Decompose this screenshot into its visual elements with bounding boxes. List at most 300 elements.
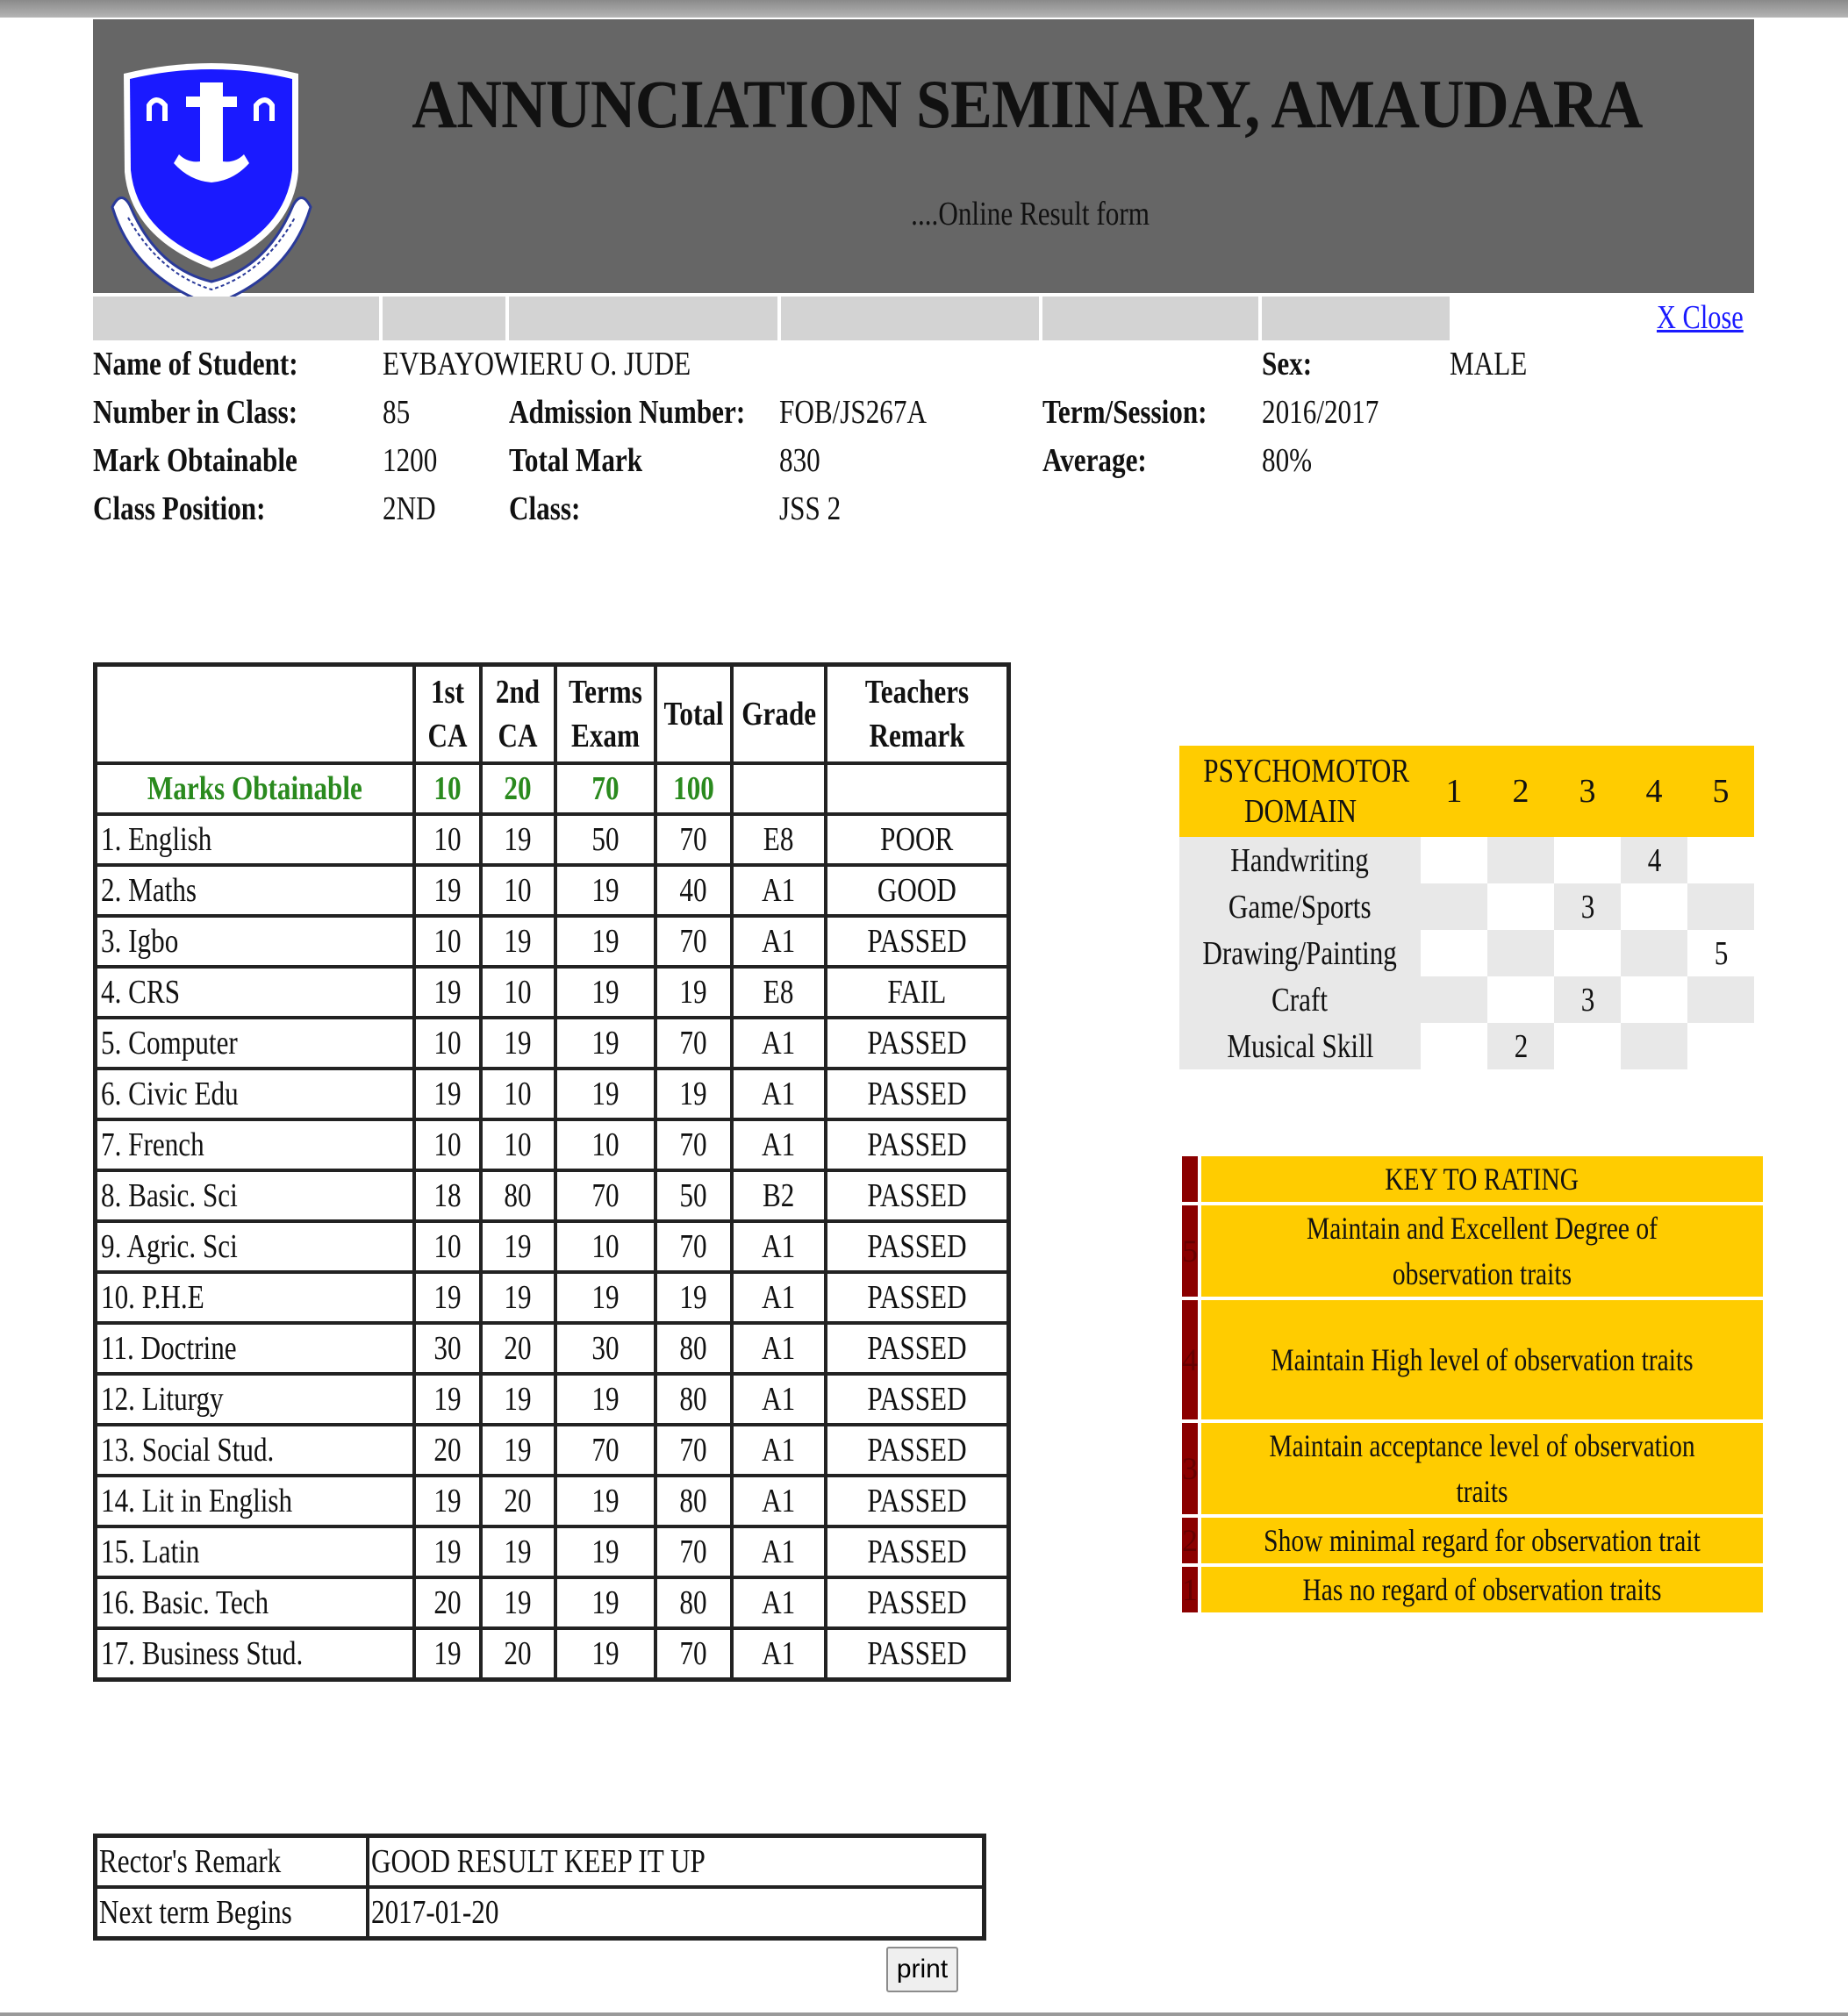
cell-subject: [96, 865, 414, 916]
cell-grade: [732, 1170, 826, 1221]
table-row: [96, 1069, 1008, 1119]
cell-subject: [96, 1119, 414, 1170]
key-description-text: Show minimal regard for observation trait: [1264, 1523, 1701, 1558]
cell-exam: [555, 1069, 655, 1119]
cell-ca1: [414, 1272, 481, 1323]
cell-exam: [555, 1374, 655, 1425]
student-name: EVBAYOWIERU O. JUDE: [383, 346, 691, 382]
subject-text: 12. Liturgy: [101, 1381, 224, 1418]
remark-text: PASSED: [867, 923, 967, 960]
psychomotor-row: [1179, 1023, 1754, 1069]
grade-text: A1: [762, 1432, 796, 1469]
rector-remark-label-text: Rector's Remark: [99, 1843, 282, 1880]
psychomotor-rating-cell: [1621, 976, 1687, 1023]
psychomotor-rating-mark: 3: [1580, 888, 1594, 926]
remark-text: PASSED: [867, 1432, 967, 1469]
psychomotor-trait-text: Handwriting: [1230, 841, 1370, 879]
key-description: [1201, 1205, 1763, 1297]
cell-remark: [826, 1221, 1008, 1272]
total-text: 40: [679, 872, 707, 909]
ca2-text: 80: [504, 1177, 532, 1214]
cell-ca2: [481, 967, 555, 1018]
page-subtitle: ....Online Result form: [911, 196, 1150, 232]
cell-remark: [826, 814, 1008, 865]
ca1-text: 20: [433, 1584, 462, 1621]
psychomotor-rating-cell: [1554, 837, 1621, 883]
total-text: 19: [679, 1279, 707, 1316]
ca2-text: 19: [504, 923, 532, 960]
cell-subject: [96, 1221, 414, 1272]
total-text: 70: [679, 1533, 707, 1570]
cell-total: [655, 1119, 732, 1170]
cell-exam: [555, 1018, 655, 1069]
cell-ca1: [414, 1018, 481, 1069]
psychomotor-rating-cell: [1421, 930, 1487, 976]
cell-exam: [555, 967, 655, 1018]
cell-total: [655, 1526, 732, 1577]
key-description-text: Has no regard of observation traits: [1302, 1572, 1662, 1607]
table-row: [96, 814, 1008, 865]
header-2nd-ca-text: 2nd CA: [496, 674, 541, 754]
key-row: [1182, 1205, 1763, 1297]
total-text: 70: [679, 821, 707, 858]
cell-exam: [555, 1170, 655, 1221]
remark-text: PASSED: [867, 1076, 967, 1112]
table-row: [96, 1476, 1008, 1526]
remark-text: FAIL: [887, 974, 947, 1011]
cell-remark: [826, 967, 1008, 1018]
ca1-text: 19: [433, 1076, 462, 1112]
ca1-text: 10: [433, 821, 462, 858]
cell-total: [655, 1476, 732, 1526]
cell-exam: [555, 1323, 655, 1374]
ca1-text: 20: [433, 1432, 462, 1469]
ca2-text: 19: [504, 1432, 532, 1469]
print-button[interactable]: print: [886, 1947, 958, 1992]
ca2-text: 20: [504, 1635, 532, 1672]
marks-obtainable-ca2: [481, 763, 555, 814]
table-row: [96, 1577, 1008, 1628]
cell-ca1: [414, 1119, 481, 1170]
ca2-text: 10: [504, 1076, 532, 1112]
cell-total: [655, 1272, 732, 1323]
psychomotor-trait: [1179, 930, 1421, 976]
key-description: [1201, 1423, 1763, 1514]
cell-ca2: [481, 1069, 555, 1119]
grade-text: A1: [762, 1025, 796, 1062]
number-in-class-label: Number in Class:: [93, 394, 298, 431]
total-text: 70: [679, 1228, 707, 1265]
cell-exam: [555, 916, 655, 967]
cell-remark: [826, 1374, 1008, 1425]
header-bar-segment: [1042, 297, 1258, 340]
rector-remark-value-text: GOOD RESULT KEEP IT UP: [371, 1843, 706, 1880]
key-header-swatch: [1182, 1156, 1201, 1202]
cell-grade: [732, 967, 826, 1018]
table-row: [96, 1374, 1008, 1425]
key-description: [1201, 1300, 1763, 1419]
subject-text: 7. French: [101, 1126, 204, 1163]
ca1-text: 10: [433, 1025, 462, 1062]
psychomotor-rating-mark: 4: [1647, 841, 1661, 879]
exam-text: 30: [591, 1330, 620, 1367]
exam-text: 19: [591, 1533, 620, 1570]
remarks-table: [93, 1834, 986, 1941]
subject-text: 2. Maths: [101, 872, 197, 909]
key-to-rating-header-row: [1182, 1156, 1763, 1202]
psychomotor-rating-cell: [1687, 976, 1754, 1023]
subject-text: 9. Agric. Sci: [101, 1228, 238, 1265]
cell-remark: [826, 1069, 1008, 1119]
exam-text: 19: [591, 1381, 620, 1418]
marks-obtainable-grade: [732, 763, 826, 814]
cell-ca1: [414, 967, 481, 1018]
grade-text: A1: [762, 1533, 796, 1570]
subject-text: 6. Civic Edu: [101, 1076, 239, 1112]
psychomotor-col-1: 1: [1421, 746, 1487, 837]
psychomotor-rating-cell: [1421, 1023, 1487, 1069]
psychomotor-row: [1179, 976, 1754, 1023]
class-value: JSS 2: [779, 490, 842, 527]
window-bottom-strip: [0, 2012, 1848, 2016]
cell-grade: [732, 1221, 826, 1272]
subject-text: 1. English: [101, 821, 212, 858]
student-name-label: Name of Student:: [93, 346, 298, 382]
cell-ca1: [414, 1628, 481, 1679]
marks-obtainable-label: [96, 763, 414, 814]
table-row: [96, 967, 1008, 1018]
ca1-text: 19: [433, 1381, 462, 1418]
header-total-text: Total: [663, 696, 724, 733]
table-row: [96, 1119, 1008, 1170]
class-position-label: Class Position:: [93, 490, 266, 527]
cell-ca1: [414, 1425, 481, 1476]
cell-grade: [732, 1018, 826, 1069]
grade-text: A1: [762, 1635, 796, 1672]
cell-total: [655, 865, 732, 916]
cell-grade: [732, 1323, 826, 1374]
psychomotor-col-2: 2: [1487, 746, 1554, 837]
exam-text: 19: [591, 1635, 620, 1672]
psychomotor-rating-cell: [1554, 930, 1621, 976]
table-row: [96, 1170, 1008, 1221]
psychomotor-rating-cell: [1687, 883, 1754, 930]
key-to-rating-title-text: KEY TO RATING: [1385, 1162, 1579, 1197]
cell-ca1: [414, 1069, 481, 1119]
key-rate: 3: [1182, 1423, 1201, 1514]
cell-subject: [96, 814, 414, 865]
ca1-text: 19: [433, 1533, 462, 1570]
cell-exam: [555, 1628, 655, 1679]
marks-obtainable-total-text: 100: [672, 770, 714, 807]
cell-remark: [826, 1476, 1008, 1526]
cell-exam: [555, 865, 655, 916]
psychomotor-rating-cell: [1621, 1023, 1687, 1069]
cell-total: [655, 967, 732, 1018]
next-term-value-text: 2017-01-20: [371, 1894, 499, 1931]
ca2-text: 20: [504, 1330, 532, 1367]
header-bar-segment: [509, 297, 777, 340]
table-row: [96, 1526, 1008, 1577]
header-subject: [96, 665, 414, 763]
key-row: [1182, 1567, 1763, 1612]
term-session-label: Term/Session:: [1042, 394, 1207, 431]
cell-total: [655, 814, 732, 865]
cell-subject: [96, 1476, 414, 1526]
psychomotor-rating-cell: [1421, 976, 1487, 1023]
psychomotor-trait: [1179, 837, 1421, 883]
total-text: 80: [679, 1381, 707, 1418]
key-row: [1182, 1423, 1763, 1514]
header-teachers-remark-text: Teachers Remark: [864, 674, 970, 754]
table-row: [96, 865, 1008, 916]
ca1-text: 19: [433, 974, 462, 1011]
cell-subject: [96, 1069, 414, 1119]
cell-remark: [826, 1577, 1008, 1628]
key-rate: 4: [1182, 1300, 1201, 1419]
total-text: 70: [679, 1635, 707, 1672]
cell-total: [655, 916, 732, 967]
key-to-rating-title: [1201, 1156, 1763, 1202]
total-text: 70: [679, 1025, 707, 1062]
cell-ca2: [481, 1119, 555, 1170]
total-text: 80: [679, 1330, 707, 1367]
cell-remark: [826, 916, 1008, 967]
exam-text: 19: [591, 1483, 620, 1519]
grade-text: B2: [763, 1177, 795, 1214]
table-row: [96, 916, 1008, 967]
total-text: 80: [679, 1483, 707, 1519]
marks-obtainable-label-text: Marks Obtainable: [147, 770, 362, 807]
psychomotor-body: [1179, 837, 1754, 1069]
psychomotor-row: [1179, 930, 1754, 976]
marks-obtainable-ca1-text: 10: [433, 770, 462, 807]
cell-exam: [555, 814, 655, 865]
total-mark-label: Total Mark: [509, 442, 643, 479]
ca1-text: 10: [433, 1126, 462, 1163]
psychomotor-rating-cell: [1487, 883, 1554, 930]
window-top-strip: [0, 0, 1848, 18]
cell-remark: [826, 1119, 1008, 1170]
grade-text: A1: [762, 1076, 796, 1112]
ca2-text: 10: [504, 1126, 532, 1163]
exam-text: 19: [591, 1076, 620, 1112]
total-mark-value: 830: [779, 442, 820, 479]
total-text: 70: [679, 1432, 707, 1469]
header-bar-segment: [781, 297, 1039, 340]
class-label: Class:: [509, 490, 581, 527]
average-label: Average:: [1042, 442, 1147, 479]
psychomotor-rating-cell: [1621, 837, 1687, 883]
cell-grade: [732, 814, 826, 865]
cell-remark: [826, 1425, 1008, 1476]
ca2-text: 10: [504, 872, 532, 909]
subject-text: 13. Social Stud.: [101, 1432, 275, 1469]
marks-obtainable-row: [96, 763, 1008, 814]
class-position-value: 2ND: [383, 490, 436, 527]
psychomotor-title: [1179, 746, 1421, 837]
cell-exam: [555, 1577, 655, 1628]
ca2-text: 19: [504, 1381, 532, 1418]
remark-text: PASSED: [867, 1584, 967, 1621]
admission-number-label: Admission Number:: [509, 394, 746, 431]
cell-subject: [96, 1170, 414, 1221]
close-link[interactable]: X Close: [1657, 299, 1744, 336]
marks-obtainable-exam: [555, 763, 655, 814]
cell-total: [655, 1221, 732, 1272]
remark-text: PASSED: [867, 1126, 967, 1163]
remark-text: PASSED: [867, 1228, 967, 1265]
cell-ca2: [481, 1272, 555, 1323]
table-row: [96, 1272, 1008, 1323]
cell-remark: [826, 1526, 1008, 1577]
psychomotor-trait-text: Craft: [1271, 981, 1329, 1019]
grade-text: A1: [762, 1584, 796, 1621]
grade-text: E8: [763, 974, 794, 1011]
subject-text: 4. CRS: [101, 974, 181, 1011]
remark-text: PASSED: [867, 1483, 967, 1519]
remark-text: PASSED: [867, 1533, 967, 1570]
key-row: [1182, 1300, 1763, 1419]
table-row: [96, 1018, 1008, 1069]
psychomotor-rating-cell: [1487, 837, 1554, 883]
header-teachers-remark: [826, 665, 1008, 763]
mark-obtainable-label: Mark Obtainable: [93, 442, 297, 479]
psychomotor-title-text: PSYCHOMOTOR DOMAIN: [1202, 753, 1409, 830]
key-rate: 2: [1182, 1518, 1201, 1563]
psychomotor-col-3: 3: [1554, 746, 1621, 837]
admission-number-value: FOB/JS267A: [779, 394, 927, 431]
grade-text: A1: [762, 1279, 796, 1316]
psychomotor-table: [1179, 746, 1754, 1069]
remark-text: PASSED: [867, 1330, 967, 1367]
cell-remark: [826, 1628, 1008, 1679]
cell-subject: [96, 967, 414, 1018]
key-description-text: Maintain acceptance level of observation traits: [1269, 1428, 1695, 1509]
next-term-row: [96, 1887, 984, 1938]
cell-ca2: [481, 1526, 555, 1577]
cell-remark: [826, 865, 1008, 916]
exam-text: 70: [591, 1432, 620, 1469]
table-row: [96, 1425, 1008, 1476]
psychomotor-rating-cell: [1621, 883, 1687, 930]
cell-grade: [732, 1069, 826, 1119]
results-body: [96, 814, 1008, 1679]
rector-remark-value: [368, 1836, 984, 1887]
cell-ca1: [414, 1526, 481, 1577]
total-text: 50: [679, 1177, 707, 1214]
psychomotor-trait-text: Musical Skill: [1226, 1027, 1374, 1065]
psychomotor-trait-text: Game/Sports: [1228, 888, 1372, 926]
subject-text: 11. Doctrine: [101, 1330, 237, 1367]
ca2-text: 20: [504, 1483, 532, 1519]
remark-text: PASSED: [867, 1635, 967, 1672]
header-bar-segment: [383, 297, 505, 340]
ca2-text: 19: [504, 1533, 532, 1570]
cell-grade: [732, 1476, 826, 1526]
header-terms-exam-text: Terms Exam: [568, 674, 642, 754]
next-term-label: [96, 1887, 368, 1938]
psychomotor-rating-mark: 3: [1580, 981, 1594, 1019]
subject-text: 10. P.H.E: [101, 1279, 204, 1316]
ca2-text: 19: [504, 1228, 532, 1265]
header-bar-segment: [1262, 297, 1450, 340]
total-text: 70: [679, 1126, 707, 1163]
cell-ca1: [414, 1577, 481, 1628]
cell-grade: [732, 1272, 826, 1323]
cell-ca1: [414, 1170, 481, 1221]
marks-obtainable-remark: [826, 763, 1008, 814]
cell-grade: [732, 1374, 826, 1425]
grade-text: A1: [762, 1330, 796, 1367]
cell-exam: [555, 1221, 655, 1272]
marks-obtainable-ca2-text: 20: [504, 770, 532, 807]
psychomotor-rating-cell: [1421, 837, 1487, 883]
total-text: 70: [679, 923, 707, 960]
cell-ca1: [414, 865, 481, 916]
grade-text: A1: [762, 1228, 796, 1265]
cell-ca2: [481, 1476, 555, 1526]
cell-ca2: [481, 1170, 555, 1221]
key-rate: 1: [1182, 1567, 1201, 1612]
exam-text: 50: [591, 821, 620, 858]
subject-text: 8. Basic. Sci: [101, 1177, 238, 1214]
psychomotor-trait-text: Drawing/Painting: [1202, 934, 1398, 972]
cell-total: [655, 1577, 732, 1628]
cell-subject: [96, 916, 414, 967]
cell-grade: [732, 1577, 826, 1628]
key-description-text: Maintain High level of observation traits: [1271, 1342, 1694, 1377]
subject-text: 3. Igbo: [101, 923, 179, 960]
grade-text: E8: [763, 821, 794, 858]
key-row: [1182, 1518, 1763, 1563]
grade-text: A1: [762, 1126, 796, 1163]
header-1st-ca: [414, 665, 481, 763]
results-table: [93, 662, 1011, 1682]
cell-ca2: [481, 1577, 555, 1628]
subject-text: 14. Lit in English: [101, 1483, 293, 1519]
cell-ca2: [481, 1221, 555, 1272]
ca1-text: 10: [433, 923, 462, 960]
cell-grade: [732, 1628, 826, 1679]
exam-text: 19: [591, 872, 620, 909]
cell-total: [655, 1628, 732, 1679]
exam-text: 19: [591, 974, 620, 1011]
cell-ca1: [414, 1221, 481, 1272]
exam-text: 10: [591, 1126, 620, 1163]
exam-text: 19: [591, 1584, 620, 1621]
ca1-text: 19: [433, 1279, 462, 1316]
exam-text: 70: [591, 1177, 620, 1214]
cell-ca1: [414, 1476, 481, 1526]
cell-subject: [96, 1628, 414, 1679]
ca1-text: 18: [433, 1177, 462, 1214]
cell-ca1: [414, 1374, 481, 1425]
psychomotor-trait: [1179, 1023, 1421, 1069]
cell-subject: [96, 1526, 414, 1577]
next-term-label-text: Next term Begins: [99, 1894, 292, 1931]
term-session-value: 2016/2017: [1262, 394, 1379, 431]
number-in-class-value: 85: [383, 394, 411, 431]
marks-obtainable-ca1: [414, 763, 481, 814]
header-banner: [93, 19, 1754, 293]
cell-exam: [555, 1425, 655, 1476]
ca2-text: 19: [504, 1279, 532, 1316]
subject-text: 15. Latin: [101, 1533, 200, 1570]
cell-remark: [826, 1272, 1008, 1323]
cell-subject: [96, 1272, 414, 1323]
psychomotor-rating-cell: [1687, 837, 1754, 883]
